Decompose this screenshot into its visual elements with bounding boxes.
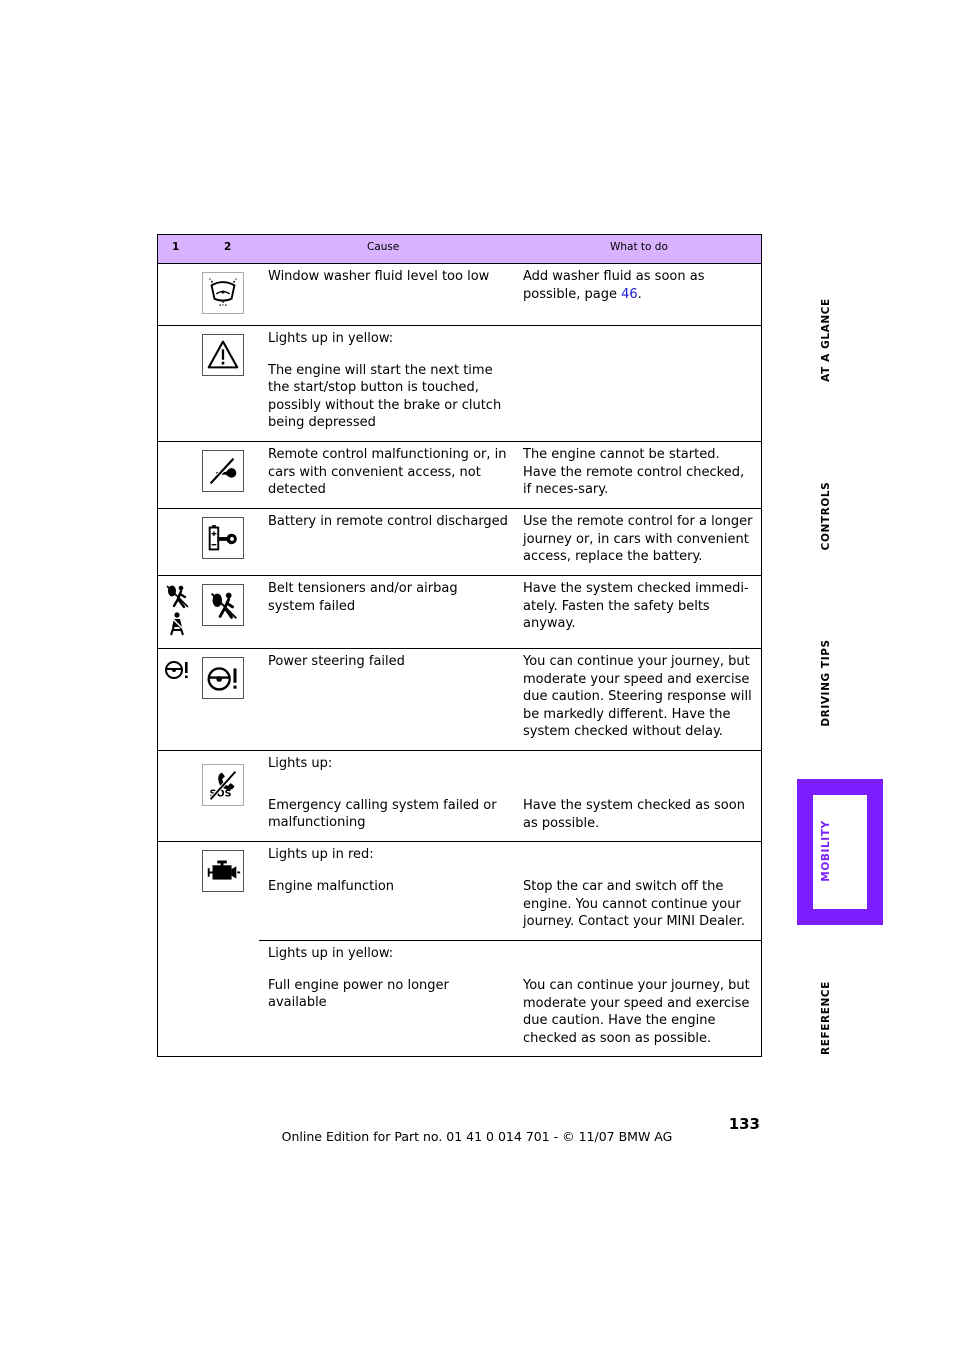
cause-heading: Lights up: <box>268 756 333 771</box>
table-row <box>158 649 761 751</box>
table-row <box>158 264 761 326</box>
table-header <box>158 235 761 264</box>
todo-text: Have the system checked immedi-ately. Fasten the safety belts anyway. <box>523 581 749 632</box>
seatbelt-icon <box>164 611 190 637</box>
table-row <box>158 576 761 649</box>
svg-text:SOS: SOS <box>209 788 232 800</box>
table-row <box>158 442 761 509</box>
sos-crossed-icon <box>202 764 244 806</box>
todo-text: You can continue your journey, but moderate your speed and exercise due caution. Steering response will be markedly different. Have the system checked without delay. <box>523 654 752 740</box>
remote-key-crossed-icon <box>202 450 244 492</box>
airbag-icon <box>202 584 244 626</box>
cause-text: Battery in remote control discharged <box>268 514 508 529</box>
cause-heading: Lights up in red: <box>268 847 374 862</box>
todo-text-part: . <box>637 286 642 302</box>
side-tab-controls[interactable]: CONTROLS <box>820 481 832 551</box>
table-row <box>158 842 761 1056</box>
cause-text: The engine will start the next time the start/stop button is touched, possibly without the brake or clutch being depressed <box>268 362 502 431</box>
side-tab-mobility[interactable]: MOBILITY <box>820 820 832 882</box>
steering-warning-icon <box>164 657 190 683</box>
todo-text: You can continue your journey, but moderate your speed and exercise due caution. Have the engine checked as soon as possible. <box>523 978 750 1046</box>
footer-text: Online Edition for Part no. 01 41 0 014 701 - © 11/07 BMW AG <box>281 1129 673 1144</box>
engine-icon <box>202 850 244 892</box>
cause-text: Engine malfunction <box>268 878 395 894</box>
side-tab-reference[interactable]: REFERENCE <box>820 981 832 1055</box>
cause-text: Emergency calling system failed or malfunctioning <box>268 797 497 831</box>
warning-triangle-icon <box>202 334 244 376</box>
indicator-table <box>157 234 762 1057</box>
side-tab-at-a-glance[interactable]: AT A GLANCE <box>820 298 832 382</box>
todo-text: Stop the car and switch off the engine. You cannot continue your journey. Contact your MINI Dealer. <box>523 879 745 930</box>
todo-text-part: Add washer fluid as soon as possible, page <box>523 269 705 302</box>
active-tab-marker <box>797 779 883 925</box>
cause-text: Window washer fluid level too low <box>268 269 490 284</box>
todo-text: Use the remote control for a longer journey or, in cars with convenient access, replace the battery. <box>523 514 753 565</box>
steering-warning-icon <box>202 657 244 699</box>
sub-row-divider <box>259 940 761 941</box>
side-tab-driving-tips[interactable]: DRIVING TIPS <box>820 639 832 727</box>
cause-text: Belt tensioners and/or airbag system failed <box>268 581 458 614</box>
airbag-icon <box>164 583 190 609</box>
header-what-to-do: What to do <box>610 241 668 253</box>
header-col1: 1 <box>172 241 180 253</box>
todo-text: Have the system checked as soon as possible. <box>523 798 745 831</box>
table-row <box>158 509 761 576</box>
todo-text: The engine cannot be started. Have the remote control checked, if neces-sary. <box>523 447 745 498</box>
cause-text: Full engine power no longer available <box>268 977 449 1011</box>
header-cause: Cause <box>367 241 400 253</box>
cause-heading: Lights up in yellow: <box>268 946 394 961</box>
washer-fluid-icon <box>202 272 244 314</box>
header-col2: 2 <box>224 241 232 253</box>
todo-text <box>523 268 755 303</box>
table-row <box>158 326 761 442</box>
cause-text: Power steering failed <box>268 654 405 669</box>
cause-text: Remote control malfunctioning or, in cars with convenient access, not detected <box>268 447 507 498</box>
cause-heading: Lights up in yellow: <box>268 331 394 346</box>
page-link[interactable]: 46 <box>621 286 638 302</box>
page-number: 133 <box>728 1115 760 1133</box>
table-row <box>158 751 761 842</box>
remote-battery-icon <box>202 517 244 559</box>
